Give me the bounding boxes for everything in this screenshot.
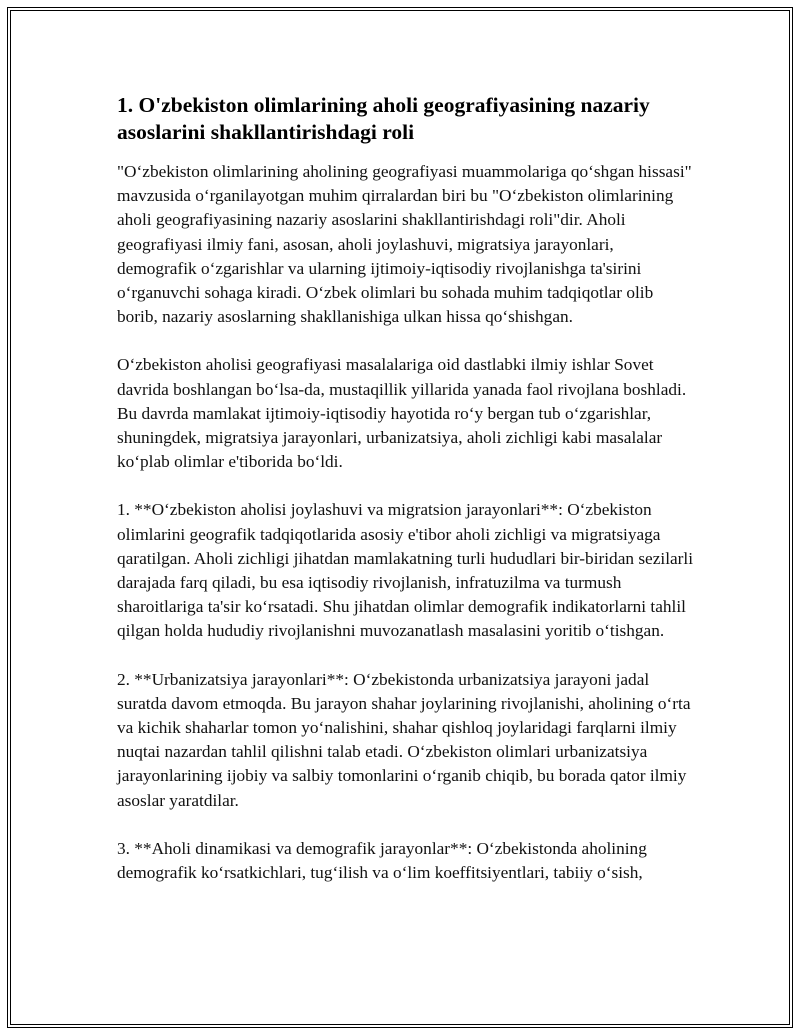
paragraph-item-1: 1. **O‘zbekiston aholisi joylashuvi va migratsion jarayonlari**: O‘zbekiston olimlarini geografik tadqiqotlarida asosiy e'tibor aholi zichligi va migratsiyaga qaratilgan. Aholi zichligi jihatdan mamlakatning turli hududlari bir-biridan sezilarli darajada farq qiladi, bu esa iqtisodiy rivojlanish, infratuzilma va turmush sharoitlariga ta'sir ko‘rsatadi. Shu jihatdan olimlar demografik indikatorlarni tahlil qilgan holda hududiy rivojlanishni muvozanatlash masalasini yoritib o‘tishgan. [117,500,694,641]
section-heading: 1. O'zbekiston olimlarining aholi geografiyasining nazariy asoslarini shakllantirishdagi roli [117,93,650,144]
paragraph-item-3: 3. **Aholi dinamikasi va demografik jarayonlar**: O‘zbekistonda aholining demografik ko‘rsatkichlari, tug‘ilish va o‘lim koeffitsiyentlari, tabiiy o‘sish, [117,838,647,883]
paragraph-item-2: 2. **Urbanizatsiya jarayonlari**: O‘zbekistonda urbanizatsiya jarayoni jadal suratda davom etmoqda. Bu jarayon shahar joylarining rivojlanishi, aholining o‘rta va kichik shaharlar tomon yo‘nalishini, shahar qishloq joylaridagi farqlarni ilmiy nuqtai nazardan tahlil qilishni talab etadi. O‘zbekiston olimlari urbanizatsiya jarayonlarining ijobiy va salbiy tomonlarini o‘rganib chiqib, bu borada qator ilmiy asoslar yaratdilar. [117,669,691,810]
paragraph-history: O‘zbekiston aholisi geografiyasi masalalariga oid dastlabki ilmiy ishlar Sovet davrida boshlangan bo‘lsa-da, mustaqillik yillarida yanada faol rivojlana boshladi. Bu davrda mamlakat ijtimoiy-iqtisodiy hayotida ro‘y bergan tub o‘zgarishlar, shuningdek, migratsiya jarayonlari, urbanizatsiya, aholi zichligi kabi masalalar ko‘plab olimlar e'tiborida bo‘ldi. [117,355,687,472]
document-body [117,92,697,909]
paragraph-intro: "O‘zbekiston olimlarining aholining geografiyasi muammolariga qo‘shgan hissasi" mavzusida o‘rganilayotgan muhim qirralardan biri bu "O‘zbekiston olimlarining aholi geografiyasining nazariy asoslarini shakllantirishdagi roli"dir. Aholi geografiyasi ilmiy fani, asosan, aholi joylashuvi, migratsiya jarayonlari, demografik o‘zgarishlar va ularning ijtimoiy-iqtisodiy rivojlanishga ta'sirini o‘rganuvchi sohaga kiradi. O‘zbek olimlari bu sohada muhim tadqiqotlar olib borib, nazariy asoslarning shakllanishiga ulkan hissa qo‘shishgan. [117,162,692,327]
